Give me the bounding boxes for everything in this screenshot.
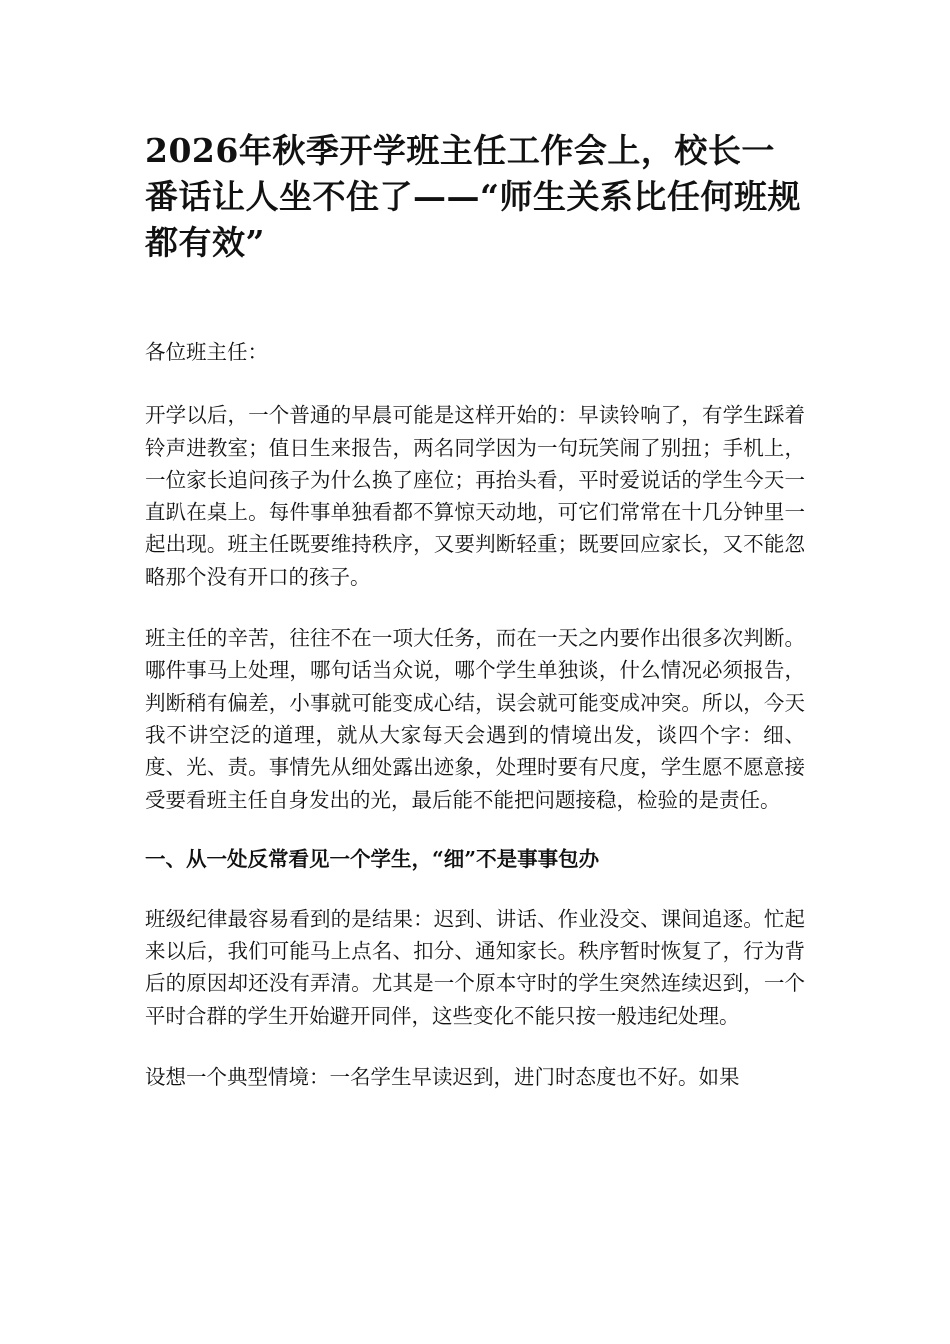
section-1-paragraph-1: 班级纪律最容易看到的是结果：迟到、讲话、作业没交、课间追逐。忙起来以后，我们可能马上点名、扣分、通知家长。秩序暂时恢复了，行为背后的原因却还没有弄清。尤其是一个原本守时的学生突然连续迟到，一个平时合群的学生开始避开同伴，这些变化不能只按一般违纪处理。	[145, 906, 805, 1028]
paragraph-2: 班主任的辛苦，往往不在一项大任务，而在一天之内要作出很多次判断。哪件事马上处理，哪句话当众说，哪个学生单独谈，什么情况必须报告，判断稍有偏差，小事就可能变成心结，误会就可能变成冲突。所以，今天我不讲空泛的道理，就从大家每天会遇到的情境出发，谈四个字：细、度、光、责。事情先从细处露出迹象，处理时要有尺度，学生愿不愿意接受要看班主任自身发出的光，最后能不能把问题接稳，检验的是责任。	[145, 626, 805, 812]
section-1-paragraph-2: 设想一个典型情境：一名学生早读迟到，进门时态度也不好。如果	[145, 1065, 740, 1090]
greeting: 各位班主任：	[145, 340, 268, 364]
section-heading-1: 一、从一处反常看见一个学生，“细”不是事事包办	[145, 846, 600, 871]
paragraph-1: 开学以后，一个普通的早晨可能是这样开始的：早读铃响了，有学生踩着铃声进教室；值日生来报告，两名同学因为一句玩笑闹了别扭；手机上，一位家长追问孩子为什么换了座位；再抬头看，平时爱说话的学生今天一直趴在桌上。每件事单独看都不算惊天动地，可它们常常在十几分钟里一起出现。班主任既要维持秩序，又要判断轻重；既要回应家长，又不能忽略那个没有开口的孩子。	[145, 403, 805, 589]
document-title: 2026年秋季开学班主任工作会上，校长一番话让人坐不住了——“师生关系比任何班规都有效”	[145, 131, 801, 262]
document-page	[145, 128, 805, 1093]
